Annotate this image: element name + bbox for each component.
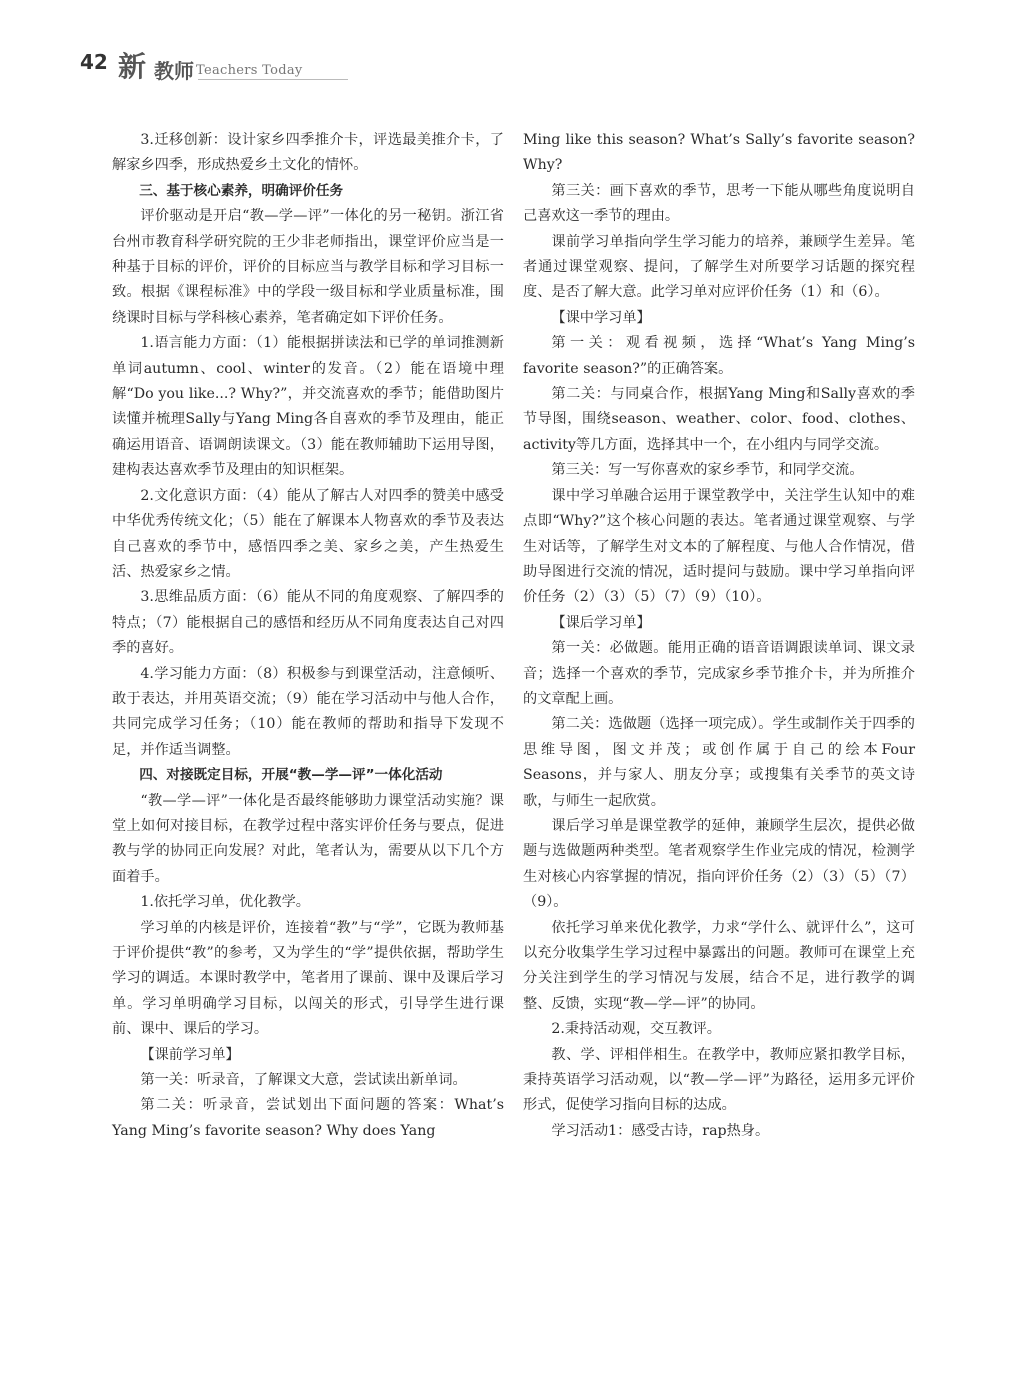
paragraph: 1.语言能力方面：（1）能根据拼读法和已学的单词推测新单词autumn、cool、winter的发音。（2）能在语境中理解“Do you like...? Why?”，并交流喜欢的季节；能借助图片读懂并梳理Sally与Yang Ming各自喜欢的季节及理由，能正确运用语音、语调朗读课文。（3）能在教师辅助下运用导图，建构表达喜欢季节及理由的知识框架。	[112, 335, 504, 479]
section-heading: 三、基于核心素养，明确评价任务	[139, 182, 344, 199]
paragraph: 第二关：与同桌合作，根据Yang Ming和Sally喜欢的季节导图，围绕season、weather、color、food、clothes、activity等几方面，选择其中一个，在小组内与同学交流。	[523, 386, 915, 453]
worksheet-label: 【课中学习单】	[551, 309, 651, 326]
paragraph: 课中学习单融合运用于课堂教学中，关注学生认知中的难点即“Why?”这个核心问题的表达。笔者通过课堂观察、与学生对话等，了解学生对文本的了解程度、与他人合作情况，借助导图进行交流的情况，适时提问与鼓励。课中学习单指向评价任务（2）（3）（5）（7）（9）（10）。	[523, 487, 915, 606]
paragraph: 3.思维品质方面：（6）能从不同的角度观察、了解四季的特点；（7）能根据自己的感悟和经历从不同角度表达自己对四季的喜好。	[112, 589, 504, 657]
paragraph: 课后学习单是课堂教学的延伸，兼顾学生层次，提供必做题与选做题两种类型。笔者观察学生作业完成的情况，检测学生对核心内容掌握的情况，指向评价任务（2）（3）（5）（7）（9）。	[523, 817, 915, 911]
paragraph: 第一关：听录音，了解课文大意，尝试读出新单词。	[140, 1072, 467, 1089]
worksheet-label: 【课后学习单】	[551, 614, 651, 631]
page-number: 42	[80, 50, 108, 74]
worksheet-label: 【课前学习单】	[140, 1046, 240, 1063]
paragraph: 3.迁移创新：设计家乡四季推介卡，评选最美推介卡，了解家乡四季，形成热爱乡土文化的情怀。	[112, 132, 504, 174]
paragraph: 教、学、评相伴相生。在教学中，教师应紧扣教学目标，秉持英语学习活动观，以“教—学—评”为路径，运用多元评价形式，促使学习指向目标的达成。	[523, 1046, 915, 1114]
masthead-rule	[198, 79, 348, 80]
paragraph: 4.学习能力方面：（8）积极参与到课堂活动，注意倾听、敢于表达，并用英语交流；（9）能在学习活动中与他人合作，共同完成学习任务；（10）能在教师的帮助和指导下发现不足，并作适当调整。	[112, 665, 504, 758]
paragraph: 第三关：画下喜欢的季节，思考一下能从哪些角度说明自己喜欢这一季节的理由。	[523, 182, 915, 225]
paragraph: 学习活动1：感受古诗，rap热身。	[551, 1122, 770, 1139]
paragraph: 第一关：观看视频，选择“What’s Yang Ming’s favorite season?”的正确答案。	[523, 335, 915, 377]
paragraph: 第三关：写一写你喜欢的家乡季节，和同学交流。	[551, 462, 864, 479]
paragraph: Ming like this season? What’s Sally’s favorite season? Why?	[523, 132, 915, 174]
left-column	[112, 128, 504, 1144]
masthead-logo-chars: 教师	[154, 59, 194, 83]
paragraph: 第二关：听录音，尝试划出下面问题的答案：What’s Yang Ming’s favorite season? Why does Yang	[112, 1097, 504, 1139]
page-header	[72, 38, 312, 84]
subheading: 2.秉持活动观，交互教评。	[551, 1021, 721, 1038]
subheading: 1.依托学习单，优化教学。	[140, 894, 310, 911]
paragraph: 第一关：必做题。能用正确的语音语调跟读单词、课文录音；选择一个喜欢的季节，完成家乡季节推介卡，并为所推介的文章配上画。	[523, 640, 915, 707]
right-column	[523, 128, 915, 1144]
section-heading: 四、对接既定目标，开展“教—学—评”一体化活动	[139, 767, 443, 784]
masthead	[114, 41, 304, 81]
paragraph: 2.文化意识方面：（4）能从了解古人对四季的赞美中感受中华优秀传统文化；（5）能在了解课本人物喜欢的季节及表达自己喜欢的季节中，感悟四季之美、家乡之美，产生热爱生活、热爱家乡之情。	[112, 487, 504, 580]
paragraph: 课前学习单指向学生学习能力的培养，兼顾学生差异。笔者通过课堂观察、提问，了解学生对所要学习话题的探究程度、是否了解大意。此学习单对应评价任务（1）和（6）。	[523, 233, 915, 301]
paragraph: 评价驱动是开启“教—学—评”一体化的另一秘钥。浙江省台州市教育科学研究院的王少非老师指出，课堂评价应当是一种基于目标的评价，评价的目标应当与教学目标和学习目标一致。根据《课程标准》中的学段一级目标和学业质量标准，围绕课时目标与学科核心素养，笔者确定如下评价任务。	[112, 208, 504, 326]
masthead-english: Teachers Today	[196, 63, 303, 78]
paragraph: 第二关：选做题（选择一项完成）。学生或制作关于四季的思维导图，图文并茂；或创作属于自己的绘本Four Seasons，并与家人、朋友分享；或搜集有关季节的英文诗歌，与师生一起欣赏。	[523, 716, 915, 809]
masthead-logo-char: 新	[118, 50, 147, 83]
paragraph: “教—学—评”一体化是否最终能够助力课堂活动实施？课堂上如何对接目标，在教学过程中落实评价任务与要点，促进教与学的协同正向发展？对此，笔者认为，需要从以下几个方面着手。	[112, 792, 504, 885]
paragraph: 依托学习单来优化教学，力求“学什么、就评什么”，这可以充分收集学生学习过程中暴露出的问题。教师可在课堂上充分关注到学生的学习情况与发展，结合不足，进行教学的调整、反馈，实现“教—学—评”的协同。	[523, 919, 915, 1012]
paragraph: 学习单的内核是评价，连接着“教”与“学”，它既为教师基于评价提供“教”的参考，又为学生的“学”提供依据，帮助学生学习的调适。本课时教学中，笔者用了课前、课中及课后学习单。学习单明确学习目标，以闯关的形式，引导学生进行课前、课中、课后的学习。	[112, 919, 504, 1038]
